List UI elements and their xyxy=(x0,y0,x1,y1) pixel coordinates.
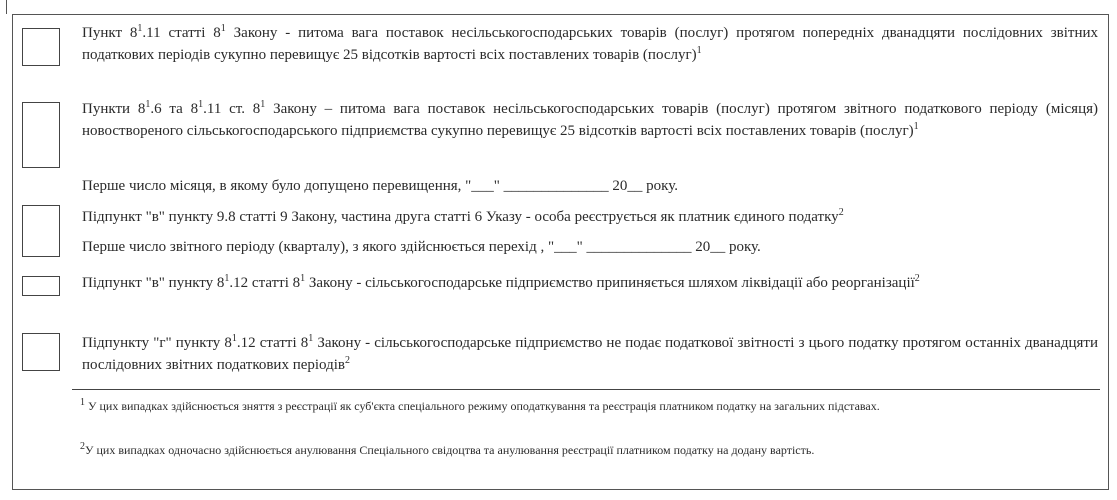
footnote-ref: 2 xyxy=(345,355,351,366)
checkbox-item-2[interactable] xyxy=(22,102,60,168)
footnote-ref: 2 xyxy=(838,207,844,218)
footnote-ref: 1 xyxy=(696,45,702,56)
checkbox-item-1[interactable] xyxy=(22,28,60,66)
page-edge-mark xyxy=(0,0,7,14)
footnote-2: $^2$У цих випадках одночасно здійснюється анулювання Спеціального свідоцтва та анулювання реєстрації платником податку на додану вартість. xyxy=(80,441,815,457)
item-4-text: Підпункт "в" пункту $8^1.12$ статті $8^1$ Закону - сільськогосподарське підприємство припиняється шляхом ліквідації або реорганізації$^2$ xyxy=(82,273,920,291)
item-3-text: Підпункт "в" пункту 9.8 статті 9 Закону, частина друга статті 6 Указу - особа реєструється як платник єдиного податку$^2$ xyxy=(82,207,844,225)
item-3-date-line: Перше число звітного періоду (кварталу), з якого здійснюється перехід , "___" ______________ 20__ року. xyxy=(82,239,761,255)
footnote-1: $^1$ У цих випадках здійснюється зняття з реєстрації як суб'єкта спеціального режиму оподаткування та реєстрація платником податку на загальних підставах. xyxy=(80,397,880,413)
item-1-text: Пункт $8^1.11$ статті $8^1$ Закону - питома вага поставок несільськогосподарських товарів (послуг) протягом попередніх дванадцяти послідовних звітних податкових періодів сукупно перевищує 25 відсотків вартості всіх поставлених товарів (послуг)$^1$ xyxy=(82,23,1099,63)
item-5-text: Підпункту "г" пункту $8^1.12$ статті $8^1$ Закону - сільськогосподарське підприємство не подає податкової звітності з цього податку протягом останніх дванадцяти послідовних звітних податкових періодів$^2$ xyxy=(82,333,1098,373)
footnote-ref: 2 xyxy=(914,273,920,284)
checkbox-item-5[interactable] xyxy=(22,333,60,371)
item-2-text: Пункти $8^1.6$ та $8^1.11$ ст. $8^1$ Закону – питома вага поставок несільськогосподарських товарів (послуг) протягом звітного податкового періоду (місяця) новоствореного сільськогосподарського підприємства сукупно перевищує 25 відсотків вартості всіх поставлених товарів (послуг)$^1$ xyxy=(82,99,1098,139)
footnote-divider xyxy=(72,389,1100,390)
footnote-ref: 1 xyxy=(913,121,919,132)
checkbox-item-4[interactable] xyxy=(22,276,60,296)
checkbox-item-3[interactable] xyxy=(22,205,60,257)
item-2-date-line: Перше число місяця, в якому було допущено перевищення, "___" ______________ 20__ року. xyxy=(82,178,678,194)
